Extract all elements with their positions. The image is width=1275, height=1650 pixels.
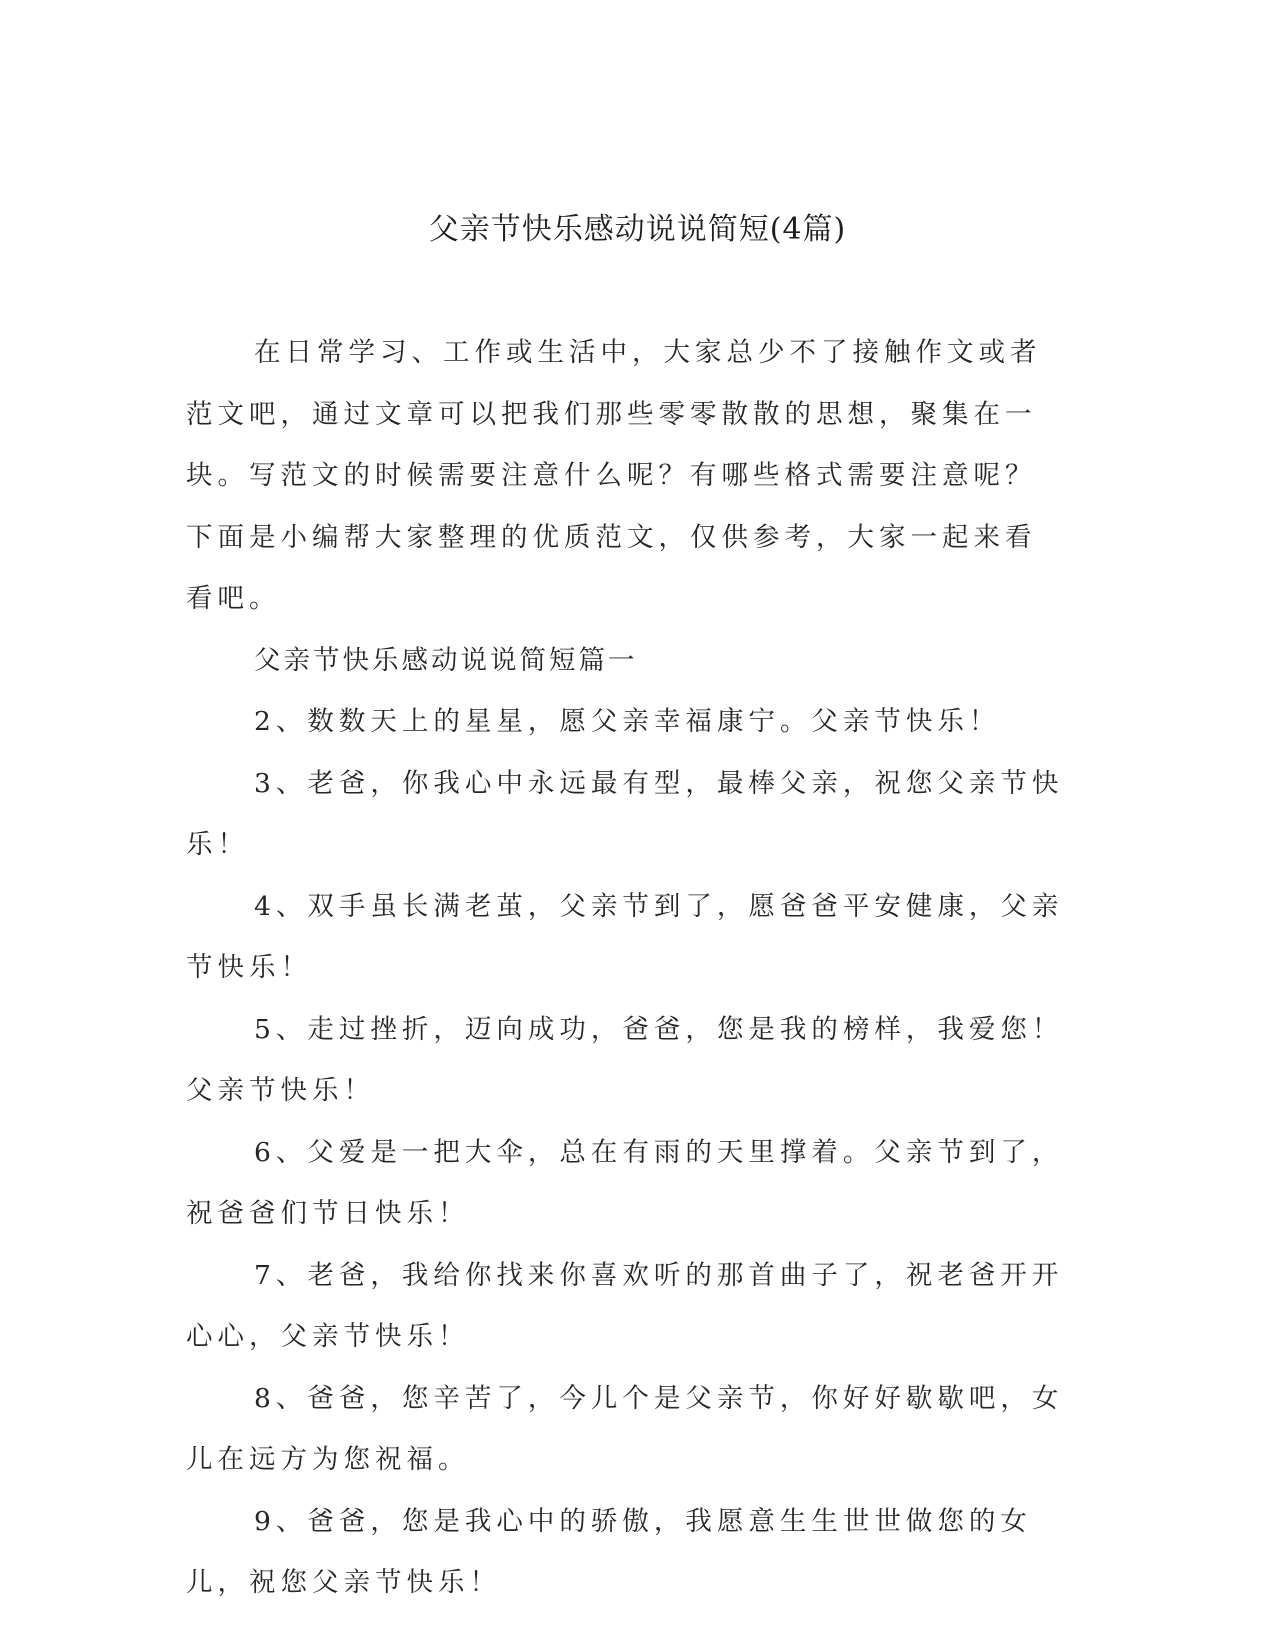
document-body bbox=[186, 322, 1066, 1614]
section-heading: 父亲节快乐感动说说简短篇一 bbox=[254, 644, 638, 676]
list-item: 3、老爸，你我心中永远最有型，最棒父亲，祝您父亲节快乐！ bbox=[186, 767, 1064, 860]
intro-paragraph: 在日常学习、工作或生活中，大家总少不了接触作文或者范文吧，通过文章可以把我们那些零零散散的思想，聚集在一块。写范文的时候需要注意什么呢？有哪些格式需要注意呢？下面是小编帮大家整理的优质范文，仅供参考，大家一起来看看吧。 bbox=[186, 337, 1042, 614]
list-item: 4、双手虽长满老茧，父亲节到了，愿爸爸平安健康，父亲节快乐！ bbox=[186, 890, 1064, 983]
list-item: 6、父爱是一把大伞，总在有雨的天里撑着。父亲节到了，祝爸爸们节日快乐！ bbox=[186, 1136, 1064, 1229]
list-item: 7、老爸，我给你找来你喜欢听的那首曲子了，祝老爸开开心心，父亲节快乐！ bbox=[186, 1259, 1064, 1352]
list-item: 2、数数天上的星星，愿父亲幸福康宁。父亲节快乐！ bbox=[254, 706, 1001, 737]
list-item: 5、走过挫折，迈向成功，爸爸，您是我的榜样，我爱您！父亲节快乐！ bbox=[186, 1013, 1064, 1106]
list-item: 8、爸爸，您辛苦了，今儿个是父亲节，你好好歇歇吧，女儿在远方为您祝福。 bbox=[186, 1382, 1064, 1475]
list-item: 9、爸爸，您是我心中的骄傲，我愿意生生世世做您的女儿，祝您父亲节快乐！ bbox=[186, 1505, 1032, 1598]
document-title: 父亲节快乐感动说说简短(4篇) bbox=[428, 212, 847, 247]
